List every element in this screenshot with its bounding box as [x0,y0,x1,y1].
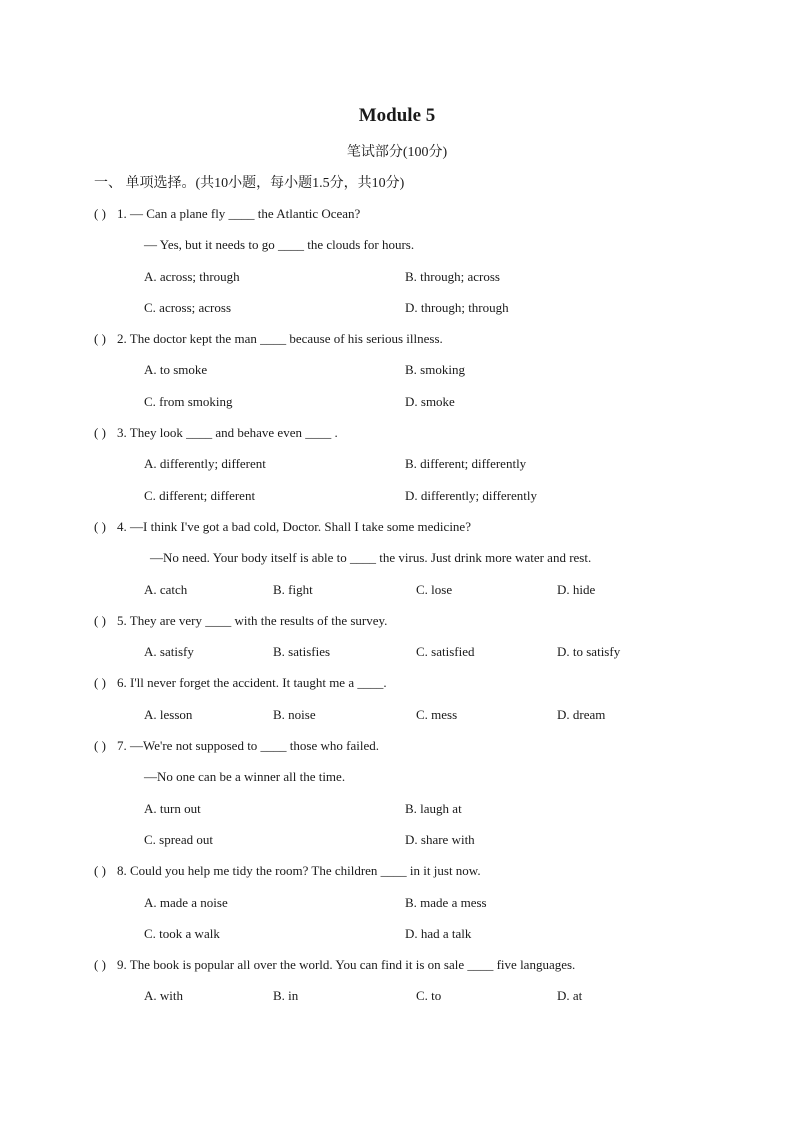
question-dialogue-line: — Yes, but it needs to go ____ the clouds for hours. [144,237,415,253]
option-b: B. noise [273,706,316,722]
option-a: A. lesson [144,706,193,722]
question-2-options-row-1 [0,359,794,390]
option-a: A. made a noise [144,894,228,910]
option-d: D. to satisfy [557,644,621,660]
option-d: D. at [557,988,583,1004]
option-c: C. lose [416,581,453,597]
option-c: C. across; across [144,299,232,315]
option-c: C. from smoking [144,393,233,409]
answer-blank[interactable]: ( ) [94,425,106,441]
question-9-options [0,985,794,1016]
question-6 [0,672,794,703]
option-d: D. hide [557,581,596,597]
option-c: C. satisfied [416,644,475,660]
answer-blank[interactable]: ( ) [94,206,106,221]
question-1-options-row-1 [0,266,794,297]
option-d: D. share with [405,831,475,847]
option-b: B. different; differently [405,456,527,472]
option-b: B. in [273,988,299,1004]
answer-blank[interactable]: ( ) [94,518,106,534]
question-6-options [0,704,794,735]
option-c: C. spread out [144,831,213,847]
question-7 [0,735,794,766]
answer-blank[interactable]: ( ) [94,738,106,754]
option-c: C. to [416,988,442,1004]
question-2-options-row-2 [0,391,794,422]
question-4-options [0,579,794,610]
option-c: C. took a walk [144,925,220,941]
question-list [0,203,794,1017]
question-4 [0,516,794,547]
answer-blank[interactable]: ( ) [94,675,106,691]
answer-blank[interactable]: ( ) [94,863,106,879]
option-a: A. across; through [144,268,240,284]
page-title: Module 5 [358,105,436,126]
option-b: B. smoking [405,362,465,378]
question-1-continuation [0,234,794,265]
question-stem: 5. They are very ____ with the results of the survey. [117,612,388,628]
option-a: A. differently; different [144,456,266,472]
question-dialogue-line: —No one can be a winner all the time. [144,769,346,785]
section-heading: 一、 单项选择。(共10小题，每小题1.5分，共10分) [94,176,405,191]
question-stem: 8. Could you help me tidy the room? The children ____ in it just now. [117,863,481,879]
question-stem: 9. The book is popular all over the world. You can find it is on sale ____ five languages. [117,957,576,973]
option-d: D. dream [557,706,606,722]
option-d: D. smoke [405,393,455,409]
question-7-options-row-2 [0,829,794,860]
question-8-options-row-1 [0,892,794,923]
question-5-options [0,641,794,672]
option-c: C. mess [416,706,458,722]
option-d: D. through; through [405,299,509,315]
page-subtitle: 笔试部分(100分) [346,145,448,160]
question-stem: 1. — Can a plane fly ____ the Atlantic Ocean? [117,206,361,221]
option-c: C. different; different [144,487,256,503]
option-b: B. made a mess [405,894,487,910]
question-dialogue-line: —No need. Your body itself is able to ____ the virus. Just drink more water and rest. [150,550,592,566]
option-d: D. differently; differently [405,487,538,503]
question-7-continuation [0,766,794,797]
question-2 [0,328,794,359]
question-9 [0,954,794,985]
option-a: A. catch [144,581,188,597]
question-7-options-row-1 [0,798,794,829]
answer-blank[interactable]: ( ) [94,612,106,628]
option-a: A. turn out [144,800,201,816]
answer-blank[interactable]: ( ) [94,331,106,347]
question-stem: 7. —We're not supposed to ____ those who failed. [117,738,379,754]
question-8 [0,860,794,891]
question-stem: 6. I'll never forget the accident. It taught me a ____. [117,675,387,691]
question-4-continuation [0,547,794,578]
question-stem: 2. The doctor kept the man ____ because of his serious illness. [117,331,443,347]
option-b: B. through; across [405,268,500,284]
option-b: B. laugh at [405,800,462,816]
question-3 [0,422,794,453]
question-8-options-row-2 [0,923,794,954]
option-a: A. with [144,988,183,1004]
question-3-options-row-2 [0,485,794,516]
question-5 [0,610,794,641]
option-a: A. to smoke [144,362,208,378]
question-stem: 4. —I think I've got a bad cold, Doctor. Shall I take some medicine? [117,518,471,534]
option-a: A. satisfy [144,644,194,660]
question-1-options-row-2 [0,297,794,328]
option-d: D. had a talk [405,925,472,941]
question-3-options-row-1 [0,453,794,484]
question-1 [0,203,794,234]
option-b: B. fight [273,581,313,597]
answer-blank[interactable]: ( ) [94,957,106,973]
question-stem: 3. They look ____ and behave even ____ . [117,425,338,441]
option-b: B. satisfies [273,644,331,660]
